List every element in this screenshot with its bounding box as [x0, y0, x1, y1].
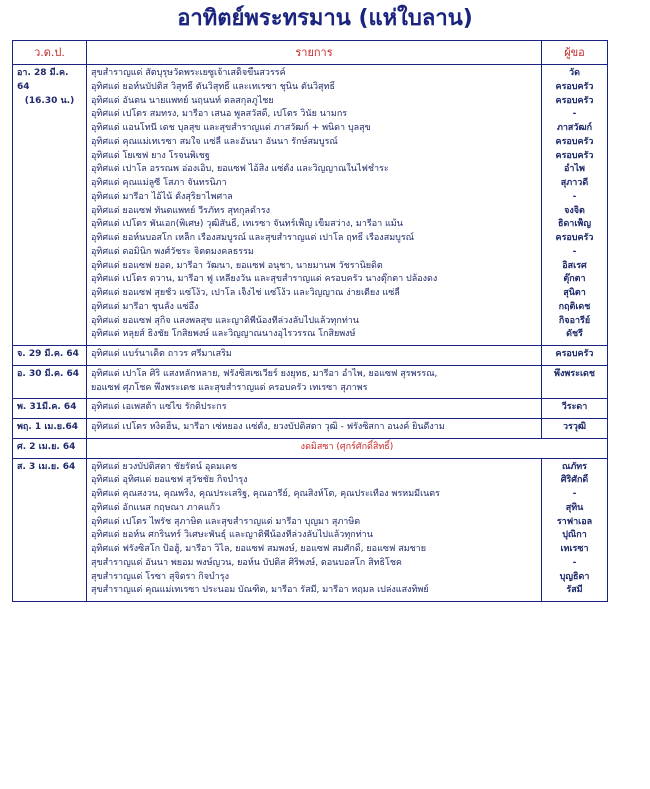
row-items	[87, 365, 542, 399]
requester-name: วีระดา	[561, 402, 588, 413]
requester-name: กิจอารีย์	[558, 315, 591, 326]
requester-name: เทเรซา	[560, 544, 589, 554]
intention-item: อุทิศแด่ ยอห์นบัปติส วิสุทธิ์ ตันวิสุทธิ์ และเทเรซา ชุนิน ตันวิสุทธิ์	[91, 81, 335, 92]
intention-item: อุทิศแด่ เอเพสต้า แซ่ไข รักติประกร	[91, 402, 227, 413]
requester-name: ศิริศักดิ์	[560, 475, 589, 486]
intention-item: สุขสำราญแด่ อันนา พยอม พงษ์ญวน, ยอห์น บัปติส ศิริพงษ์, ดอนบอสโก สิทธิโชค	[91, 557, 402, 568]
row-date	[13, 419, 87, 439]
requester-name: ครอบครัว	[555, 233, 594, 243]
intention-item: อุทิศแด่ ฟรังซิสโก ป้อฮู้, มารีอา วิไล, ยอแซฟ สมพงษ์, ยอแซฟ สมศักดิ์, ยอแซฟ สมชาย	[91, 544, 427, 554]
date-text: ศ. 2 เม.ย. 64	[17, 441, 76, 452]
intention-item: อุทิศแด่ เปโตร สมทรง, มารีอา เสนอ พูลสวัสดิ์, เปโตร วินัย นามกร	[91, 109, 348, 120]
row-requesters	[542, 399, 608, 419]
intention-item: สุขสำราญแด่ สัตบุรุษวัดพระเยซูเจ้าเสด็จขึ้นสวรรค์	[91, 68, 286, 78]
requester-name: อำไพ	[564, 164, 585, 175]
row-items	[87, 65, 542, 346]
time-text: (16.30 น.)	[24, 95, 75, 106]
date-text: อ. 30 มี.ค. 64	[17, 368, 80, 379]
table-header-row	[13, 41, 608, 65]
row-date	[13, 65, 87, 346]
requester-name: -	[572, 246, 577, 257]
row-items	[87, 419, 542, 439]
requester-name: -	[572, 557, 577, 568]
requester-name: ราฟาเอล	[556, 516, 593, 527]
mass-intention-table	[12, 40, 608, 602]
intention-item: อุทิศแด่ เปโตร หงิดฮิ้น, มารีอา เซ่หยอง แซ่ตั้ง, ยวงบัปติสตา วุฒิ - ฟรังซิสกา อนงค์ ยินดีงาม	[91, 422, 445, 432]
requester-name: สุนิตา	[563, 288, 586, 298]
date-text: ส. 3 เม.ย. 64	[17, 461, 76, 472]
intention-item: อุทิศแด่ เปโตร ดวาน, มารีอา ฟู เหลียงวัน และสุขสำราญแด่ ครอบครัว นางตุ๊กตา ปล้องดง	[91, 274, 438, 285]
requester-name: พึ่งพระเดช	[554, 368, 595, 379]
row-date	[13, 458, 87, 602]
table-row	[13, 399, 608, 419]
intention-item: อุทิศแด่ ยวงบัปติสตา ชัยรัตน์ อุดมเดช	[91, 461, 238, 472]
intention-item: ยอแซฟ ศุภโชค พึ่งพระเดช และสุขสำราญแด่ ครอบครัว เทเรซา สุภาพร	[91, 382, 368, 393]
row-requesters	[542, 65, 608, 346]
requester-name: -	[572, 109, 577, 120]
row-requesters	[542, 419, 608, 439]
intention-item: อุทิศแด่ แอนโทนี่ เดช บุลสุข และสุขสำราญแด่ ภาสวัฒก์ + พนิดา บุลสุข	[91, 123, 371, 133]
date-text: พฤ. 1 เม.ย.64	[17, 422, 78, 432]
intention-item: อุทิศแด่ ยอห์น ศกรินทร์ วิเศษะพันธุ์ และญาติพี่น้องที่ล่วงลับไปแล้วทุกท่าน	[91, 530, 373, 541]
row-date	[13, 346, 87, 366]
row-requesters	[542, 365, 608, 399]
requester-name: ครอบครัว	[555, 349, 594, 359]
intention-item: อุทิศแด่ ดอมินิก พงศ์วัชระ จิตตมงคลธรรม	[91, 246, 254, 257]
table-row	[13, 365, 608, 399]
requester-name: จงจิต	[564, 205, 585, 216]
row-date	[13, 365, 87, 399]
intention-item: อุทิศแด่ เปโตร พันเอก(พิเศษ) วุฒิสันธิ์, เทเรซา จันทร์เพ็ญ เข็มสว่าง, มารีอา แม้น	[91, 219, 403, 230]
header-requester: ผู้ขอ	[542, 41, 608, 65]
requester-name: ครอบครัว	[555, 95, 594, 106]
row-requesters	[542, 458, 608, 602]
requester-name: สุทิน	[565, 502, 584, 513]
requester-name: อิสเรศ	[562, 260, 587, 271]
table-row	[13, 65, 608, 346]
table-row	[13, 419, 608, 439]
page-title: อาทิตย์พระทรมาน (แห่ใบลาน)	[177, 6, 473, 31]
intention-item: อุทิศแด่ ยอแซฟ ยอด, มารีอา วัฒนา, ยอแซฟ อนุชา, นายมานพ วัชรานิยดิต	[91, 260, 383, 271]
requester-name: ดัชรี	[566, 329, 583, 340]
requester-name: ตุ๊กตา	[563, 274, 586, 285]
intention-item: อุทิศแด่ หลุยส์ ธิงชัย โกสิยพงษ์ และวิญญาณนางอุไรวรรณ โกสิยพงษ์	[91, 329, 356, 340]
intention-item: อุทิศแด่ คุณสงวน, คุณพริ้ง, คุณประเสริฐ, คุณอารีย์, คุณสิงห์โต, คุณประเทือง พรหมมีเนตร	[91, 489, 440, 499]
requester-name: ครอบครัว	[555, 150, 594, 161]
intention-item: อุทิศแด่ ยอแซฟ สุกิจ แสงพลสุข และญาติพี่น้องที่ล่วงลับไปแล้วทุกท่าน	[91, 315, 359, 326]
requester-name: สุภาวดี	[560, 178, 589, 188]
table-row	[13, 346, 608, 366]
date-text: พ. 31มี.ค. 64	[17, 402, 77, 413]
requester-name: ภาสวัฒก์	[556, 123, 593, 133]
requester-name: กฤติเดช	[558, 301, 591, 312]
row-requesters	[542, 346, 608, 366]
intention-item: อุทิศแด่ เปาโล อรรณพ อ่องเอิบ, ยอแซฟ ไอ้สิ่ง แซ่ตั้ง และวิญญาณในไฟชำระ	[91, 164, 389, 175]
header-date: ว.ด.ป.	[13, 41, 87, 65]
row-items	[87, 458, 542, 602]
requester-name: รัสมี	[566, 585, 583, 596]
intention-item: สุขสำราญแด่ โรซา สุจิตรา กิจบำรุง	[91, 571, 230, 582]
requester-name: ครอบครัว	[555, 136, 594, 147]
intention-item: อุทิศแด่ โยเซฟ ยาง โรจนพิเชฐ	[91, 150, 210, 161]
intention-item: อุทิศแด่ แบร์นาเด็ต ถาวร ศรีมาเสริม	[91, 349, 232, 359]
no-mass-notice: งดมิสซา (ศุกร์ศักดิ์สิทธิ์)	[87, 438, 608, 458]
date-text: อา. 28 มี.ค. 64	[17, 68, 69, 92]
requester-name: วรวุฒิ	[562, 422, 587, 432]
table-row	[13, 458, 608, 602]
requester-name: -	[572, 489, 577, 499]
intention-item: อุทิศแด่ ยอแซฟ ทันตแพทย์ วีรภัทร สุทกุลดำรง	[91, 205, 271, 216]
requester-name: ครอบครัว	[555, 81, 594, 92]
intention-item: สุขสำราญแด่ คุณแม่เทเรซา ประนอม บัณฑิต, มารีอา รัสมี, มารีอา หฤมล เปล่งแสงทิพย์	[91, 585, 429, 596]
intention-item: อุทิศแด่ เปาโล ศิริ แสงหลักหลาย, ฟรังซิสเซเวียร์ ยงยุทธ, มารีอา อำไพ, ยอแซฟ สุรพรรณ,	[91, 368, 438, 379]
table-row	[13, 438, 608, 458]
requester-name: ธิดาเพ็ญ	[557, 219, 592, 230]
requester-name: วัด	[569, 68, 580, 78]
row-date	[13, 438, 87, 458]
intention-item: อุทิศแด่ อักแนส กฤษณา ภาคแก้ว	[91, 502, 221, 513]
row-items	[87, 399, 542, 419]
requester-name: -	[572, 191, 577, 202]
intention-item: อุทิศแด่ อุทิศแด่ ยอแซฟ สุวัชชัย กิจบำรุง	[91, 475, 248, 486]
requester-name: ปุณิกา	[562, 530, 587, 541]
intention-item: อุทิศแด่ ยอแซฟ สุยชั้ว แซ่โง้ว, เปาโล เจ็งไช่ แซ่โง้ว และวิญญาณ ง่ายเตียง แซ่ลี้	[91, 288, 400, 298]
date-text: จ. 29 มี.ค. 64	[17, 349, 79, 359]
intention-item: อุทิศแด่ ยอห์นบอสโก เหล็ก เรืองสมบูรณ์ และสุขสำราญแด่ เปาโล ฤทธิ์ เรืองสมบูรณ์	[91, 233, 415, 243]
intention-item: อุทิศแด่ คุณแม่ลูซี่ โสภา จันทรนิภา	[91, 178, 227, 188]
row-items	[87, 346, 542, 366]
requester-name: ณภัทร	[561, 461, 588, 472]
intention-item: อุทิศแด่ มารีอา ไอ้ไน้ ตั้งสุริยาไพศาล	[91, 191, 233, 202]
header-items: รายการ	[87, 41, 542, 65]
intention-item: อุทิศแด่ มารีอา ชุนลั้ง แซ่อึ้ง	[91, 301, 199, 312]
intention-item: อุทิศแด่ เปโตร ไพรัช สุภาษิต และสุขสำราญแด่ มารีอา บุญมา สุภาษิต	[91, 516, 361, 527]
intention-item: อุทิศแด่ คุณแม่เทเรซา สมใจ แซ่ลี้ และอันนา อันนา รักษ์สมบูรณ์	[91, 136, 338, 147]
row-date	[13, 399, 87, 419]
table-body	[13, 65, 608, 602]
requester-name: บุญธิดา	[559, 571, 590, 582]
intention-item: อุทิศแด่ อันตน นายแพทย์ นฤนนท์ ดลสกุลภูไชย	[91, 95, 274, 106]
